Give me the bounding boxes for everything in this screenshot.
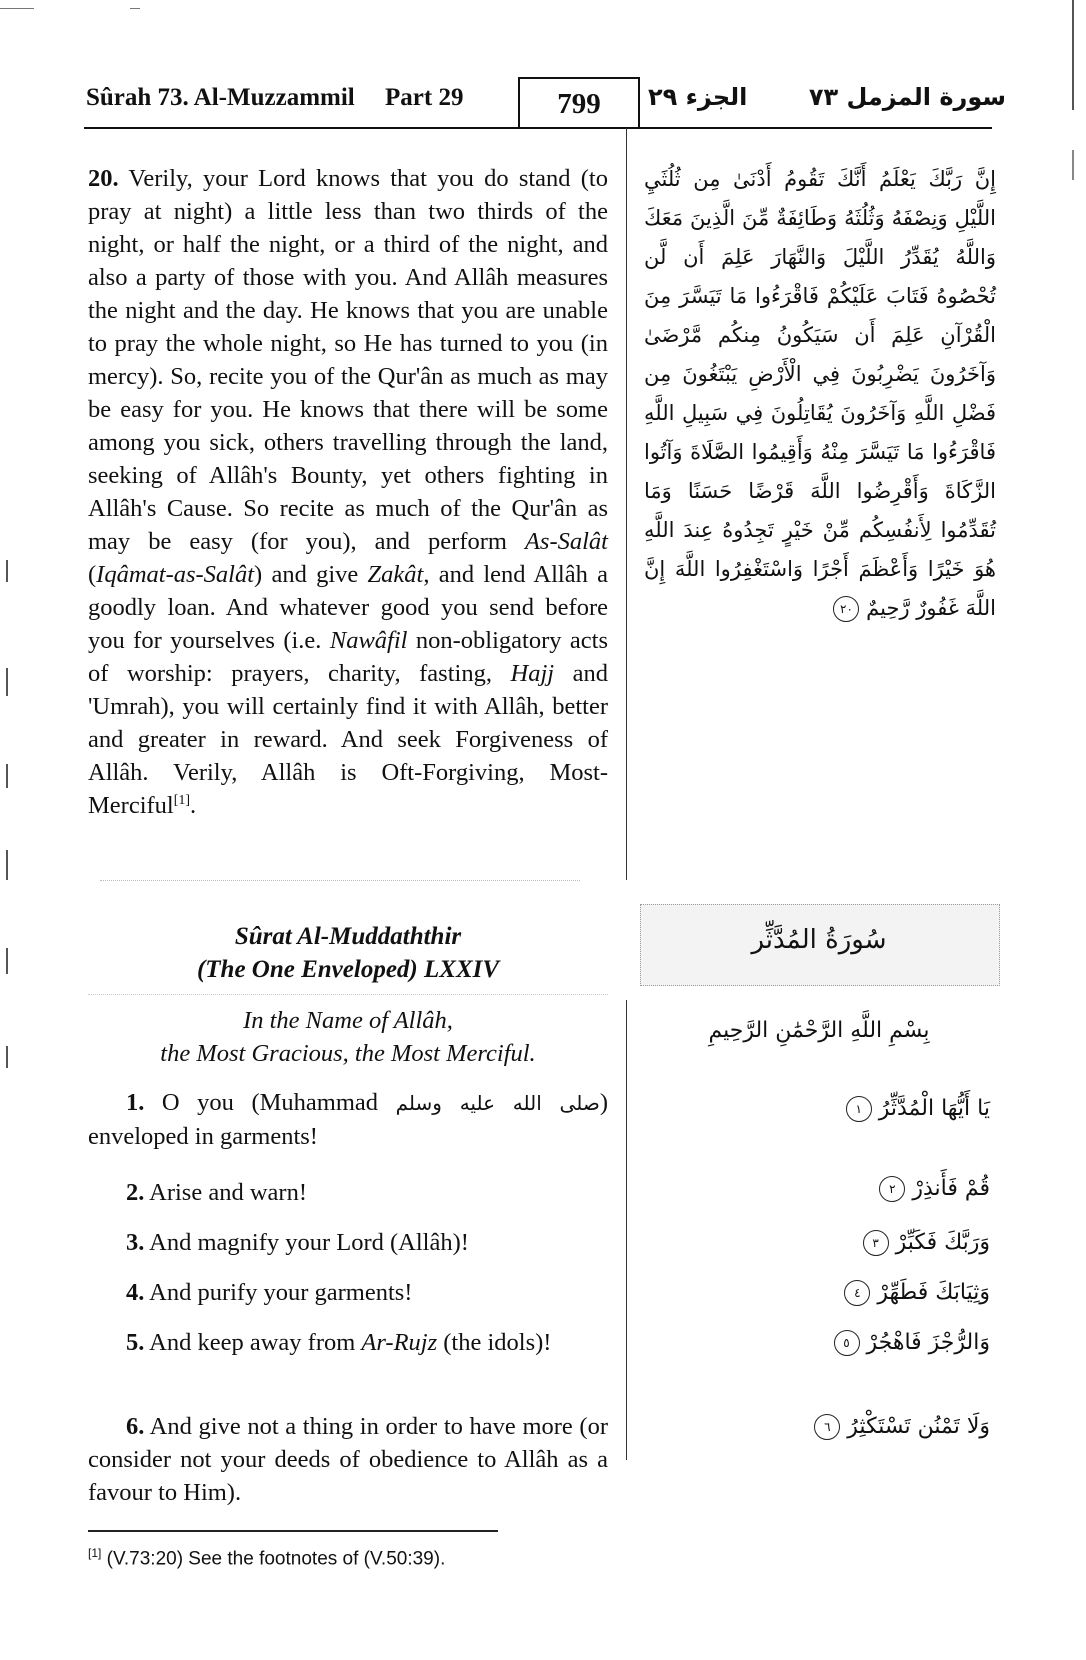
arabic-text: وَالرُّجْزَ فَاهْجُرْ (866, 1330, 990, 1355)
verse-6-arabic (760, 1414, 990, 1440)
italic-term: Nawâfil (329, 627, 408, 654)
verse-5-arabic (760, 1330, 990, 1356)
title-separator (88, 994, 608, 995)
ayah-end-marker: ٤ (844, 1280, 870, 1306)
scan-edge-tick (6, 1046, 8, 1068)
scan-edge-mark (0, 8, 34, 9)
verse-2-arabic (760, 1176, 990, 1202)
verse-number: 5. (126, 1329, 145, 1356)
verse-text: And give not a thing in order to have more (or consider not your deeds of obedience to Allâh as a favour to Him). (88, 1413, 608, 1506)
basmala-line2: the Most Gracious, the Most Merciful. (160, 1040, 536, 1067)
verse-20-arabic (644, 160, 996, 628)
verse-text: and 'Umrah), you will certainly find it with Allâh, better and greater in reward. And seek Forgiveness of Allâh. Verily, Allâh is Oft-Forgiving, Most-Merciful (88, 660, 609, 819)
scan-edge-tick (6, 850, 8, 880)
italic-term: As-Salât (524, 528, 608, 555)
ayah-end-marker: ٦ (814, 1414, 840, 1440)
verse-3-arabic (760, 1230, 990, 1256)
ayah-end-marker: ٢ (879, 1176, 905, 1202)
header-rule (84, 127, 992, 129)
scan-edge-mark (130, 8, 140, 9)
basmala-arabic: بِسْمِ اللَّهِ الرَّحْمَٰنِ الرَّحِيمِ (708, 1018, 930, 1043)
footnote-marker: [1] (88, 1546, 102, 1560)
ayah-end-marker: ٥ (834, 1330, 860, 1356)
arabic-text: إِنَّ رَبَّكَ يَعْلَمُ أَنَّكَ تَقُومُ أَدْنَىٰ مِن ثُلُثَيِ اللَّيْلِ وَنِصْفَهُ وَثُلُثَهُ وَطَائِفَةٌ مِّنَ الَّذِينَ مَعَكَ وَاللَّهُ يُقَدِّرُ اللَّيْلَ وَالنَّهَارَ عَلِمَ أَن لَّن تُحْصُوهُ فَتَابَ عَلَيْكُمْ فَاقْرَءُوا مَا تَيَسَّرَ مِنَ الْقُرْآنِ عَلِمَ أَن سَيَكُونُ مِنكُم مَّرْضَىٰ وَآخَرُونَ يَضْرِبُونَ فِي الْأَرْضِ يَبْتَغُونَ مِن فَضْلِ اللَّهِ وَآخَرُونَ يُقَاتِلُونَ فِي سَبِيلِ اللَّهِ فَاقْرَءُوا مَا تَيَسَّرَ مِنْهُ وَأَقِيمُوا الصَّلَاةَ وَآتُوا الزَّكَاةَ وَأَقْرِضُوا اللَّهَ قَرْضًا حَسَنًا وَمَا تُقَدِّمُوا لِأَنفُسِكُم مِّنْ خَيْرٍ تَجِدُوهُ عِندَ اللَّهِ هُوَ خَيْرًا وَأَعْظَمَ أَجْرًا وَاسْتَغْفِرُوا اللَّهَ إِنَّ اللَّهَ غَفُورٌ رَّحِيمٌ (644, 167, 996, 620)
verse-number: 3. (126, 1229, 145, 1256)
verse-number: 20. (88, 165, 119, 192)
verse-text: And magnify your Lord (Allâh)! (144, 1229, 469, 1256)
verse-text: ) and give (254, 561, 368, 588)
section-separator (100, 880, 580, 881)
verse-6-english (88, 1410, 608, 1509)
honorific-arabic: صلى الله عليه وسلم (395, 1091, 600, 1115)
surah-title-line1: Sûrat Al-Muddaththir (234, 923, 462, 950)
ayah-end-marker: ٣ (863, 1230, 889, 1256)
verse-number: 2. (126, 1179, 145, 1206)
footnote-reference[interactable]: [1] (173, 792, 191, 808)
scan-edge-line (1072, 0, 1074, 110)
verse-text: Verily, your Lord knows that you do stand (to pray at night) a little less than two thirds of the night, or half the night, or a third of the night, and also a party of those with you. And Allâh measures the night and the day. He knows that you are unable to pray the whole night, so He has turned to you (in mercy). So, recite you of the Qur'ân as much as may be easy for you. He knows that there will be some among you sick, others travelling through the land, seeking of Allâh's Bounty, yet others fighting in Allâh's Cause. So recite as much of the Qur'ân as may be easy (for you), and perform (88, 165, 608, 555)
verse-text: And purify your garments! (144, 1279, 413, 1306)
verse-text: O you (Muhammad (144, 1089, 396, 1116)
italic-term: Hajj (510, 660, 555, 687)
verse-5-english (88, 1326, 608, 1359)
scan-edge-tick (6, 948, 8, 974)
verse-number: 4. (126, 1279, 145, 1306)
verse-text: , and lend Allâh a goodly loan. And whatever good you send before you for yourselves (i.e. (88, 561, 608, 654)
header-surah-arabic: سورة المزمل ٧٣ (808, 83, 1006, 111)
italic-term: Iqâmat-as-Salât (96, 561, 255, 588)
column-divider-top (626, 128, 627, 880)
verse-text: ( (88, 561, 97, 588)
column-divider-bottom (626, 1000, 627, 1460)
arabic-text: قُمْ فَأَنذِرْ (912, 1176, 990, 1201)
arabic-text: وَثِيَابَكَ فَطَهِّرْ (877, 1280, 990, 1305)
verse-text: And keep away from (144, 1329, 362, 1356)
verse-4-english (88, 1276, 608, 1309)
page-number: 799 (518, 77, 640, 127)
ayah-end-marker: ١ (846, 1096, 872, 1122)
arabic-text: يَا أَيُّهَا الْمُدَّثِّرُ (878, 1096, 990, 1121)
verse-1-english (88, 1086, 608, 1153)
verse-text: non-obligatory acts of worship: prayers, charity, fasting, (88, 627, 608, 687)
header-surah-name: Sûrah 73. Al-Muzzammil (86, 84, 355, 111)
verse-3-english (88, 1226, 608, 1259)
footnote (88, 1546, 445, 1570)
verse-text: Arise and warn! (144, 1179, 307, 1206)
ayah-end-marker: ٢٠ (833, 596, 859, 622)
surah-arabic-name: سُورَةُ المُدَّثِّر (751, 925, 887, 955)
footnote-rule (88, 1530, 498, 1532)
basmala-english (88, 1004, 608, 1070)
scan-edge-line (1072, 150, 1074, 180)
verse-4-arabic (760, 1280, 990, 1306)
verse-text: . (190, 792, 197, 819)
verse-number: 1. (126, 1089, 145, 1116)
verse-1-arabic (760, 1096, 990, 1122)
verse-text: ) enveloped in garments! (88, 1089, 608, 1150)
header-part: Part 29 (385, 84, 464, 111)
italic-term: Zakât (367, 561, 424, 588)
basmala-line1: In the Name of Allâh, (243, 1007, 453, 1034)
verse-20-english (88, 162, 608, 822)
arabic-text: وَلَا تَمْنُن تَسْتَكْثِرُ (847, 1414, 990, 1439)
italic-term: Ar-Rujz (361, 1329, 438, 1356)
surah-title (88, 920, 608, 986)
surah-title-line2: (The One Enveloped) LXXIV (196, 956, 500, 983)
header-part-arabic: الجزء ٢٩ (648, 83, 748, 111)
header-english (86, 84, 487, 112)
footnote-text: (V.73:20) See the footnotes of (V.50:39). (101, 1548, 446, 1570)
scan-edge-tick (6, 764, 8, 788)
verse-text: (the idols)! (437, 1329, 552, 1356)
verse-2-english (88, 1176, 608, 1209)
arabic-text: وَرَبَّكَ فَكَبِّرْ (895, 1230, 990, 1255)
verse-number: 6. (126, 1413, 145, 1440)
scan-edge-tick (6, 560, 8, 582)
scan-edge-tick (6, 668, 8, 696)
